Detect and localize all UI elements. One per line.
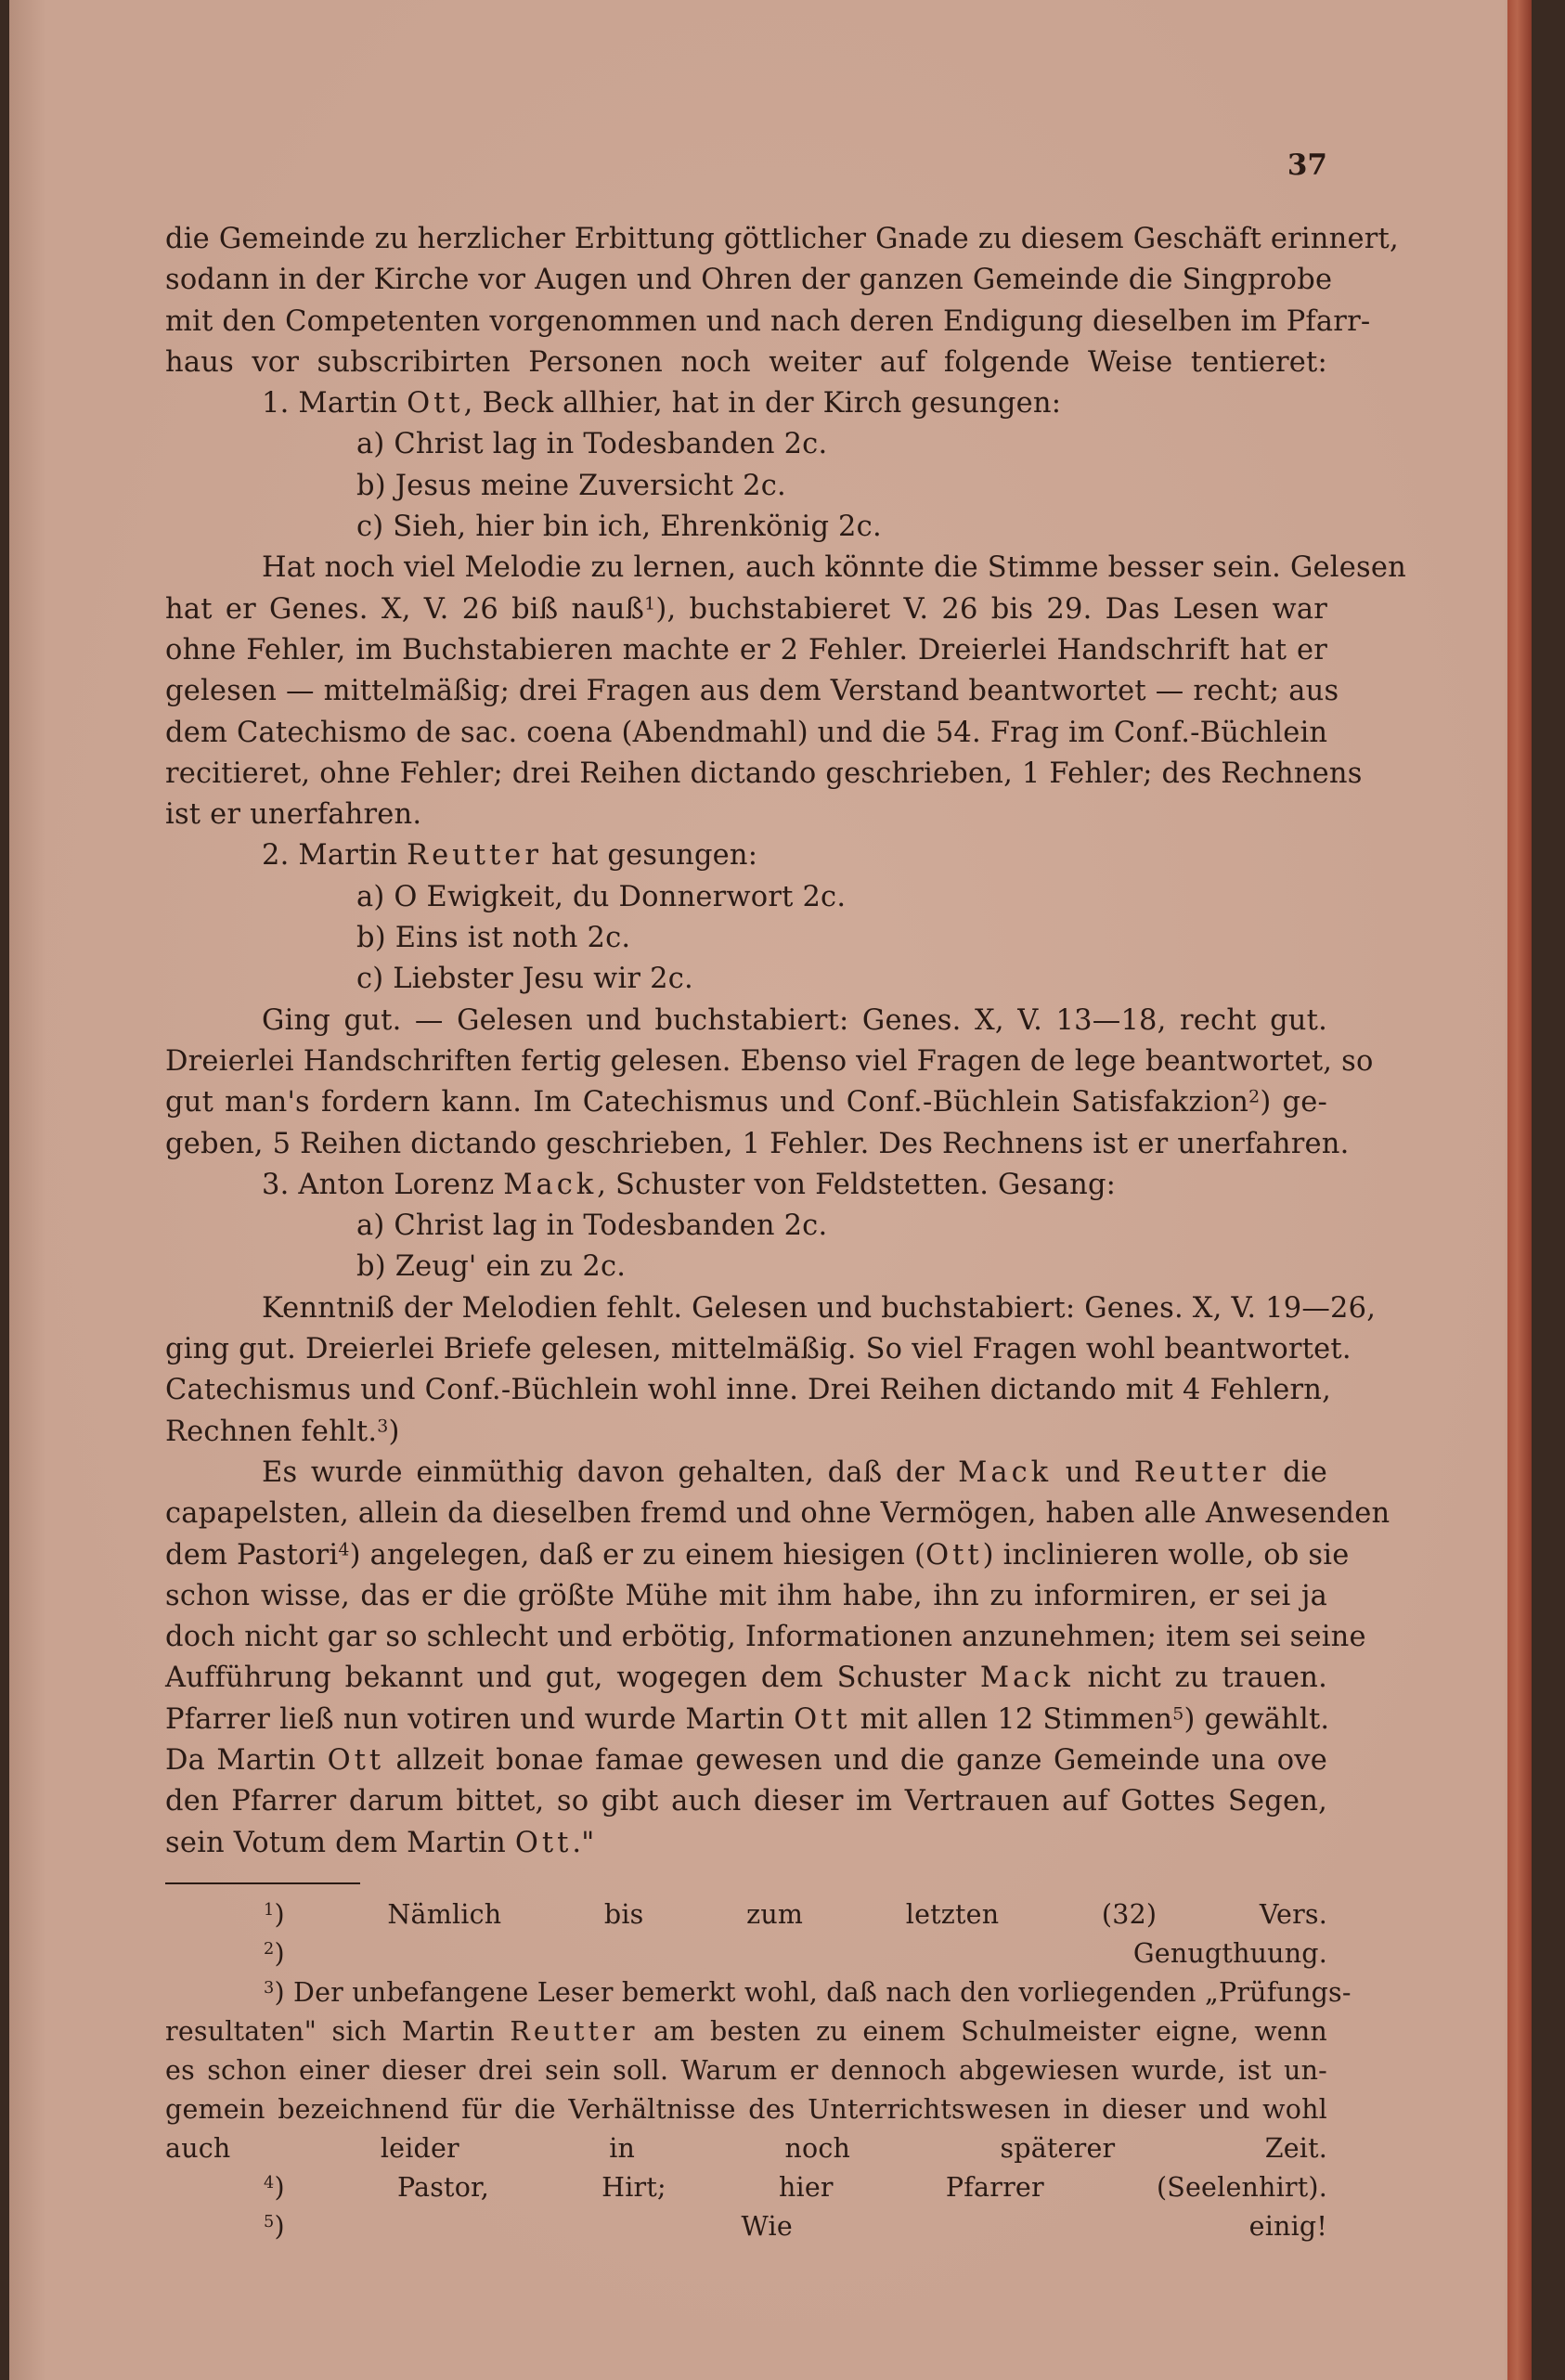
footnote: $^1$) Nämlich bis zum letzten (32) Vers. [264, 1898, 1327, 1930]
text-line: dem Pastori$^4$) angelegen, daß er zu einem hiesigen (Ott) inclinieren wolle, ob sie [165, 1538, 1350, 1572]
text-line: sodann in der Kirche vor Augen und Ohren der ganzen Gemeinde die Singprobe [165, 264, 1333, 297]
page-edge [1507, 0, 1532, 2380]
page-body [165, 219, 1406, 2246]
candidate-name: Mack [503, 1168, 598, 1201]
song-item: c) Liebster Jesu wir 2c. [356, 963, 693, 996]
text-line: Pfarrer ließ nun votiren und wurde Martin Ott mit allen 12 Stimmen$^5$) gewählt. [165, 1702, 1330, 1736]
footnote-line: resultaten" sich Martin Reutter am besten zu einem Schulmeister eigne, wenn [165, 2015, 1327, 2047]
footnote-mark: 5 [1172, 1703, 1184, 1725]
text-line: Rechnen fehlt.$^3$) [165, 1415, 400, 1448]
book-page [9, 0, 1532, 2380]
text-line: Es wurde einmüthig davon gehalten, daß der Mack und Reutter die [262, 1455, 1327, 1489]
text-line: geben, 5 Reihen dictando geschrieben, 1 Fehler. Des Rechnens ist er unerfahren. [165, 1127, 1350, 1160]
text-line: recitieret, ohne Fehler; drei Reihen dictando geschrieben, 1 Fehler; des Rechnens [165, 757, 1363, 790]
footnote-mark: 2 [1248, 1086, 1261, 1107]
text-line: schon wisse, das er die größte Mühe mit ihm habe, ihn zu informiren, er sei ja [165, 1579, 1327, 1612]
song-item: a) Christ lag in Todesbanden 2c. [356, 1209, 828, 1243]
text-line: capapelsten, allein da dieselben fremd und ohne Vermögen, haben alle Anwesenden [165, 1497, 1390, 1531]
footnote: $^4$) Pastor, Hirt; hier Pfarrer (Seelenhirt). [264, 2171, 1327, 2203]
text-line: hat er Genes. X, V. 26 biß nauß$^1$), buchstabieret V. 26 bis 29. Das Lesen war [165, 592, 1327, 626]
footnote-line: gemein bezeichnend für die Verhältnisse des Unterrichtswesen in dieser und wohl [165, 2093, 1327, 2125]
footnote: $^2$) Genugthuung. [264, 1937, 1327, 1969]
song-item: a) O Ewigkeit, du Donnerwort 2c. [356, 880, 847, 913]
text-line: den Pfarrer darum bittet, so gibt auch dieser im Vertrauen auf Gottes Segen, [165, 1785, 1327, 1818]
song-item: a) Christ lag in Todesbanden 2c. [356, 428, 828, 461]
text-line: Catechismus und Conf.-Büchlein wohl inne. Drei Reihen dictando mit 4 Fehlern, [165, 1374, 1332, 1407]
text-line: die Gemeinde zu herzlicher Erbittung göttlicher Gnade zu diesem Geschäft erinnert, [165, 223, 1399, 255]
song-item: b) Eins ist noth 2c. [356, 922, 631, 955]
footnote: $^3$) Der unbefangene Leser bemerkt wohl, daß nach den vorliegenden „Prüfungs- [264, 1976, 1352, 2008]
text-line: haus vor subscribirten Personen noch weiter auf folgende Weise tentieret: [165, 345, 1327, 379]
text-line: gelesen — mittelmäßig; drei Fragen aus dem Verstand beantwortet — recht; aus [165, 675, 1339, 708]
footnote-rule [165, 1882, 360, 1884]
text-line: Da Martin Ott allzeit bonae famae gewesen und die ganze Gemeinde una ove [165, 1743, 1327, 1777]
candidate-name: Ott [407, 387, 464, 420]
text-line: mit den Competenten vorgenommen und nach deren Endigung dieselben im Pfarr- [165, 304, 1371, 338]
page-number: 37 [1287, 149, 1327, 182]
footnote-line: auch leider in noch späterer Zeit. [165, 2132, 1327, 2164]
text-line: ohne Fehler, im Buchstabieren machte er 2 Fehler. Dreierlei Handschrift hat er [165, 633, 1327, 666]
song-item: b) Jesus meine Zuversicht 2c. [356, 469, 786, 502]
footnote-mark: 3 [377, 1416, 389, 1437]
footnote-mark: 4 [338, 1539, 350, 1560]
footnote: $^5$) Wie einig! [264, 2210, 1327, 2242]
text-line: Hat noch viel Melodie zu lernen, auch könnte die Stimme besser sein. Gelesen [262, 551, 1406, 585]
text-line: ist er unerfahren. [165, 798, 422, 832]
song-item: c) Sieh, hier bin ich, Ehrenkönig 2c. [356, 511, 882, 544]
text-line: Dreierlei Handschriften fertig gelesen. Ebenso viel Fragen de lege beantwortet, so [165, 1044, 1374, 1078]
candidate-heading: 3. Anton Lorenz Mack, Schuster von Feldstetten. Gesang: [262, 1168, 1117, 1201]
text-line: gut man's fordern kann. Im Catechismus und Conf.-Büchlein Satisfakzion$^2$) ge- [165, 1086, 1327, 1119]
text-line: ging gut. Dreierlei Briefe gelesen, mittelmäßig. So viel Fragen wohl beantwortet. [165, 1333, 1352, 1366]
footnote-mark: 1 [644, 593, 656, 614]
text-line: dem Catechismo de sac. coena (Abendmahl) und die 54. Frag im Conf.-Büchlein [165, 716, 1328, 749]
candidate-heading: 2. Martin Reutter hat gesungen: [262, 839, 758, 873]
song-item: b) Zeug' ein zu 2c. [356, 1250, 627, 1284]
text-line: Aufführung bekannt und gut, wogegen dem Schuster Mack nicht zu trauen. [165, 1662, 1327, 1695]
text-line: Kenntniß der Melodien fehlt. Gelesen und buchstabiert: Genes. X, V. 19—26, [262, 1291, 1377, 1325]
candidate-heading: 1. Martin Ott, Beck allhier, hat in der Kirch gesungen: [262, 387, 1062, 420]
footnote-line: es schon einer dieser drei sein soll. Warum er dennoch abgewiesen wurde, ist un- [165, 2054, 1327, 2086]
text-line: sein Votum dem Martin Ott." [165, 1826, 595, 1859]
text-line: doch nicht gar so schlecht und erbötig, Informationen anzunehmen; item sei seine [165, 1621, 1366, 1654]
candidate-name: Reutter [407, 839, 542, 873]
text-line: Ging gut. — Gelesen und buchstabiert: Genes. X, V. 13—18, recht gut. [262, 1003, 1327, 1037]
